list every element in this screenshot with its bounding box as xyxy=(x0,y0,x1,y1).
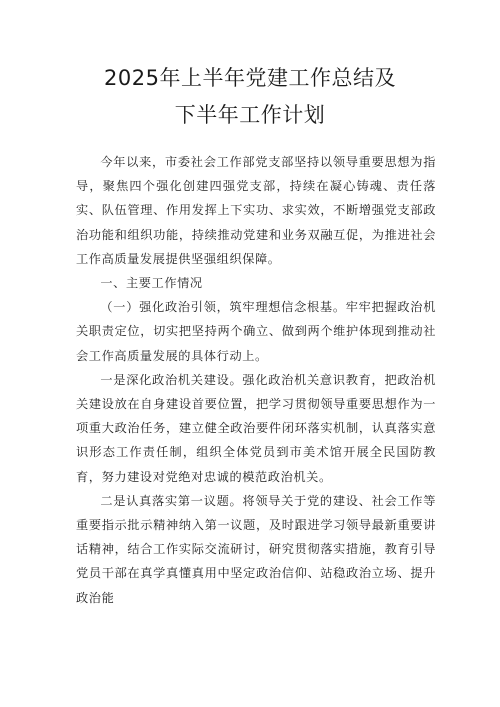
point-paragraph-2: 二是认真落实第一议题。将领导关于党的建设、社会工作等重要指示批示精神纳入第一议题，及时跟进学习领导最新重要讲话精神，结合工作实际交流研讨，研究贯彻落实措施，教育引导党员干部在真学真懂真用中坚定政治信仰、站稳政治立场、提升政治能 xyxy=(76,493,436,605)
intro-paragraph: 今年以来，市委社会工作部党支部坚持以领导重要思想为指导，聚焦四个强化创建四强党支部，持续在凝心铸魂、责任落实、队伍管理、作用发挥上下实功、求实效，不断增强党支部政治功能和组织功能，持续推动党建和业务双融互促，为推进社会工作高质量发展提供坚强组织保障。 xyxy=(76,155,436,266)
point-paragraph-1: 一是深化政治机关建设。强化政治机关意识教育，把政治机关建设放在自身建设首要位置，把学习贯彻领导重要思想作为一项重大政治任务，建立健全政治要件闭环落实机制，认真落实意识形态工作责任制，组织全体党员到市美术馆开展全民国防教育，努力建设对党绝对忠诚的模范政治机关。 xyxy=(76,372,436,484)
document-title-line-2: 下半年工作计划 xyxy=(174,103,326,127)
subsection-paragraph: （一）强化政治引领，筑牢理想信念根基。牢牢把握政治机关职责定位，切实把坚持两个确立、做到两个维护体现到推动社会工作高质量发展的具体行动上。 xyxy=(76,300,436,363)
document-body xyxy=(76,150,436,610)
document-title-line-1: 2025年上半年党建工作总结及 xyxy=(104,66,396,90)
section-heading: 一、主要工作情况 xyxy=(100,276,203,291)
